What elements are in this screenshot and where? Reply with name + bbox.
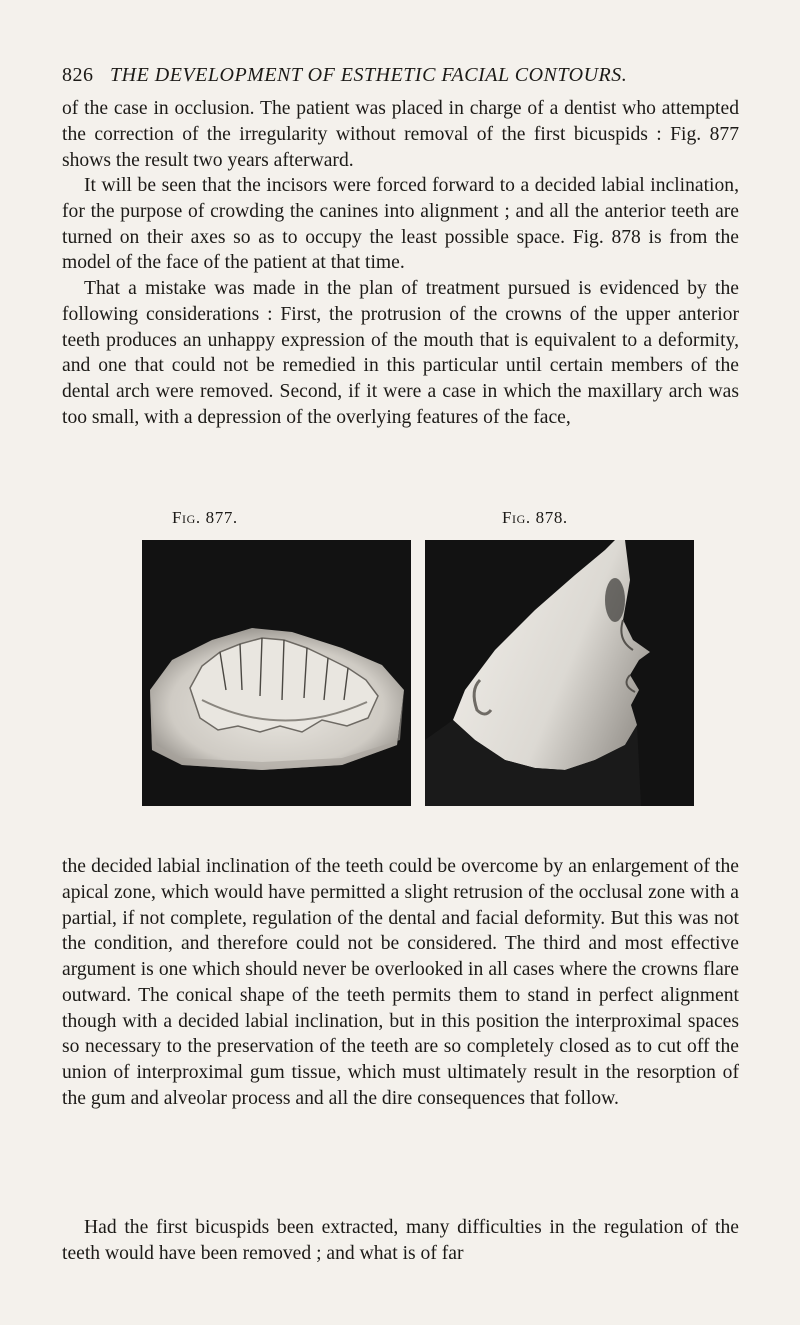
face-model-illustration — [425, 540, 694, 806]
paragraph: Had the first bicuspids been extracted, many difficulties in the regulation of the teeth would have been removed ; and what is of far — [62, 1217, 739, 1264]
paragraph-continued: the decided labial inclination of the teeth could be overcome by an enlargement of the apical zone, which would have permitted a slight retrusion of the occlusal zone with a partial, if not complete, regulation of the dental and facial deformity. But this was not the condition, and therefore could not be considered. The third and most effective argument is one which should never be overlooked in all cases where the crowns flare outward. The conical shape of the teeth permits them to stand in perfect alignment though with a decided labial inclination, but in this position the interproximal spaces so necessary to the preservation of the teeth are so completely closed as to cut off the union of interproximal gum tissue, which must ultimately result in the resorption of the gum and alveolar process and all the dire consequences that follow. — [62, 856, 739, 1109]
running-title: THE DEVELOPMENT OF ESTHETIC FACIAL CONTOURS. — [110, 64, 628, 86]
dental-cast-photo — [142, 540, 411, 806]
face-model-photo — [425, 540, 694, 806]
running-header — [62, 64, 762, 92]
figure-caption-877: Fig. 877. — [172, 508, 238, 527]
paragraph: That a mistake was made in the plan of treatment pursued is evidenced by the following considerations : First, the protrusion of the crowns of the upper anterior teeth produces an unhappy expression of the mouth that is equivalent to a deformity, and one that could not be remedied in this particular until certain members of the dental arch were removed. Second, if it were a case in which the maxillary arch was too small, with a depression of the overlying features of the face, — [62, 278, 739, 428]
figure-caption-878: Fig. 878. — [502, 508, 568, 527]
paragraph-continued: of the case in occlusion. The patient was placed in charge of a dentist who attempted the correction of the irregularity without removal of the first bicuspids : Fig. 877 shows the result two years afterward. — [62, 98, 739, 171]
page-number: 826 — [62, 64, 94, 86]
dental-cast-illustration — [142, 540, 411, 806]
paragraph: It will be seen that the incisors were forced forward to a decided labial inclination, for the purpose of crowding the canines into alignment ; and all the anterior teeth are turned on their axes so as to occupy the least possible space. Fig. 878 is from the model of the face of the patient at that time. — [62, 175, 739, 274]
